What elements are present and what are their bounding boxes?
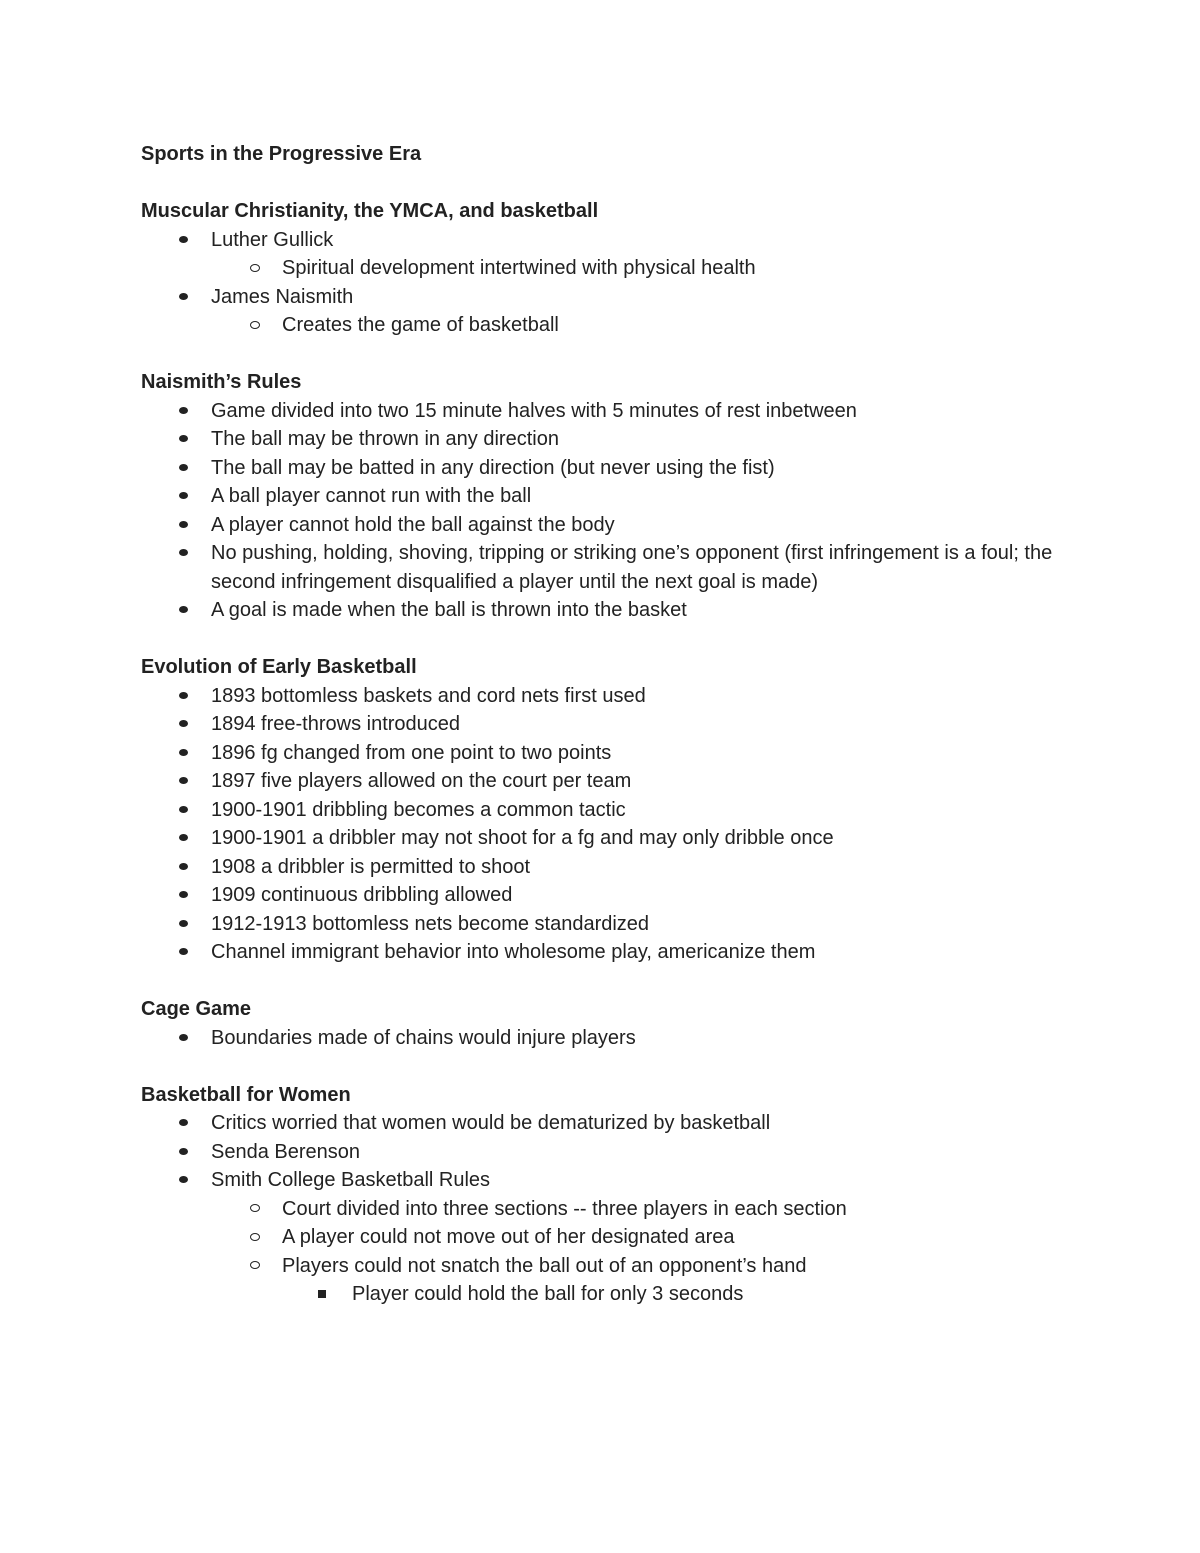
list-item-text: Game divided into two 15 minute halves with 5 minutes of rest inbetween (211, 399, 857, 422)
list-item-text: No pushing, holding, shoving, tripping or striking one’s opponent (first infringement is a foul; the second infringement disqualified a player until the next goal is made) (211, 542, 1053, 593)
list-item-text: 1909 continuous dribbling allowed (211, 884, 513, 906)
list-item (141, 1138, 1061, 1167)
filled-circle-bullet-icon (179, 549, 188, 556)
filled-circle-bullet-icon (179, 1176, 188, 1183)
list-item-text: James Naismith (211, 285, 354, 308)
hollow-circle-bullet-icon (250, 1233, 260, 1241)
filled-circle-bullet-icon (179, 920, 188, 927)
section-heading: Basketball for Women (141, 1083, 351, 1106)
list-item-text: Spiritual development intertwined with physical health (282, 257, 756, 279)
filled-circle-bullet-icon (179, 749, 188, 756)
hollow-circle-bullet-icon (250, 264, 260, 272)
filled-circle-bullet-icon (179, 692, 188, 699)
sections-container (141, 197, 1061, 1309)
square-bullet-icon (318, 1290, 326, 1298)
list-item (141, 796, 1061, 825)
list-item (141, 596, 1061, 625)
list-item-text: 1897 five players allowed on the court per team (211, 770, 632, 792)
list-item (141, 938, 1061, 967)
list-item (141, 1195, 1061, 1224)
list-item (141, 710, 1061, 739)
filled-circle-bullet-icon (179, 435, 188, 442)
list-item (141, 511, 1061, 540)
hollow-circle-bullet-icon (250, 321, 260, 329)
filled-circle-bullet-icon (179, 236, 188, 243)
list-item-text: 1908 a dribbler is permitted to shoot (211, 855, 531, 878)
list-item (141, 425, 1061, 454)
section (141, 1081, 1061, 1309)
list-item-text: 1896 fg changed from one point to two points (211, 741, 612, 764)
document-body (141, 140, 1061, 1309)
hollow-circle-bullet-icon (250, 1204, 260, 1212)
filled-circle-bullet-icon (179, 492, 188, 499)
list-item-text: A player cannot hold the ball against the body (211, 513, 615, 536)
list-item-text: 1912-1913 bottomless nets become standardized (211, 912, 650, 935)
list-item (141, 910, 1061, 939)
list-item-text: Luther Gullick (211, 228, 334, 251)
list-item (141, 1166, 1061, 1195)
bullet-list (141, 682, 1061, 967)
list-item-text: A goal is made when the ball is thrown into the basket (211, 599, 687, 621)
list-item-text: Creates the game of basketball (282, 314, 559, 336)
list-item-text: 1894 free-throws introduced (211, 713, 461, 735)
list-item-text: A player could not move out of her designated area (282, 1226, 735, 1248)
filled-circle-bullet-icon (179, 1148, 188, 1155)
filled-circle-bullet-icon (179, 293, 188, 300)
filled-circle-bullet-icon (179, 777, 188, 784)
list-item (141, 824, 1061, 853)
filled-circle-bullet-icon (179, 1119, 188, 1126)
filled-circle-bullet-icon (179, 464, 188, 471)
list-item (141, 226, 1061, 255)
section (141, 197, 1061, 340)
list-item (141, 397, 1061, 426)
list-item-text: 1900-1901 dribbling becomes a common tactic (211, 798, 626, 821)
list-item (141, 682, 1061, 711)
page-title: Sports in the Progressive Era (141, 143, 422, 165)
filled-circle-bullet-icon (179, 891, 188, 898)
list-item (141, 482, 1061, 511)
section-heading: Evolution of Early Basketball (141, 656, 417, 678)
list-item (141, 254, 1061, 283)
filled-circle-bullet-icon (179, 948, 188, 955)
filled-circle-bullet-icon (179, 834, 188, 841)
filled-circle-bullet-icon (179, 863, 188, 870)
list-item (141, 539, 1061, 596)
list-item-text: Court divided into three sections -- three players in each section (282, 1197, 847, 1220)
filled-circle-bullet-icon (179, 806, 188, 813)
list-item (141, 1252, 1061, 1281)
filled-circle-bullet-icon (179, 606, 188, 613)
list-item (141, 1223, 1061, 1252)
list-item-text: Players could not snatch the ball out of an opponent’s hand (282, 1254, 807, 1277)
list-item-text: Player could hold the ball for only 3 seconds (352, 1283, 744, 1305)
bullet-list (141, 397, 1061, 625)
list-item (141, 1280, 1061, 1309)
filled-circle-bullet-icon (179, 521, 188, 528)
list-item (141, 853, 1061, 882)
list-item-text: Smith College Basketball Rules (211, 1169, 491, 1191)
section-heading: Naismith’s Rules (141, 371, 302, 393)
list-item-text: The ball may be batted in any direction (but never using the fist) (211, 456, 775, 479)
list-item-text: Boundaries made of chains would injure players (211, 1026, 636, 1049)
list-item (141, 1024, 1061, 1053)
section-heading: Muscular Christianity, the YMCA, and basketball (141, 200, 599, 222)
list-item-text: Critics worried that women would be dematurized by basketball (211, 1112, 771, 1134)
list-item-text: Channel immigrant behavior into wholesome play, americanize them (211, 941, 816, 963)
section (141, 995, 1061, 1052)
list-item (141, 283, 1061, 312)
filled-circle-bullet-icon (179, 720, 188, 727)
list-item-text: Senda Berenson (211, 1140, 361, 1163)
bullet-list (141, 1109, 1061, 1309)
list-item (141, 739, 1061, 768)
list-item-text: 1893 bottomless baskets and cord nets first used (211, 684, 646, 707)
bullet-list (141, 1024, 1061, 1053)
hollow-circle-bullet-icon (250, 1261, 260, 1269)
list-item-text: 1900-1901 a dribbler may not shoot for a fg and may only dribble once (211, 827, 834, 849)
list-item (141, 311, 1061, 340)
filled-circle-bullet-icon (179, 1034, 188, 1041)
list-item (141, 767, 1061, 796)
section (141, 368, 1061, 625)
filled-circle-bullet-icon (179, 407, 188, 414)
list-item-text: A ball player cannot run with the ball (211, 485, 532, 507)
list-item (141, 1109, 1061, 1138)
list-item-text: The ball may be thrown in any direction (211, 428, 559, 450)
list-item (141, 881, 1061, 910)
section (141, 653, 1061, 967)
section-heading: Cage Game (141, 998, 252, 1020)
list-item (141, 454, 1061, 483)
bullet-list (141, 226, 1061, 340)
